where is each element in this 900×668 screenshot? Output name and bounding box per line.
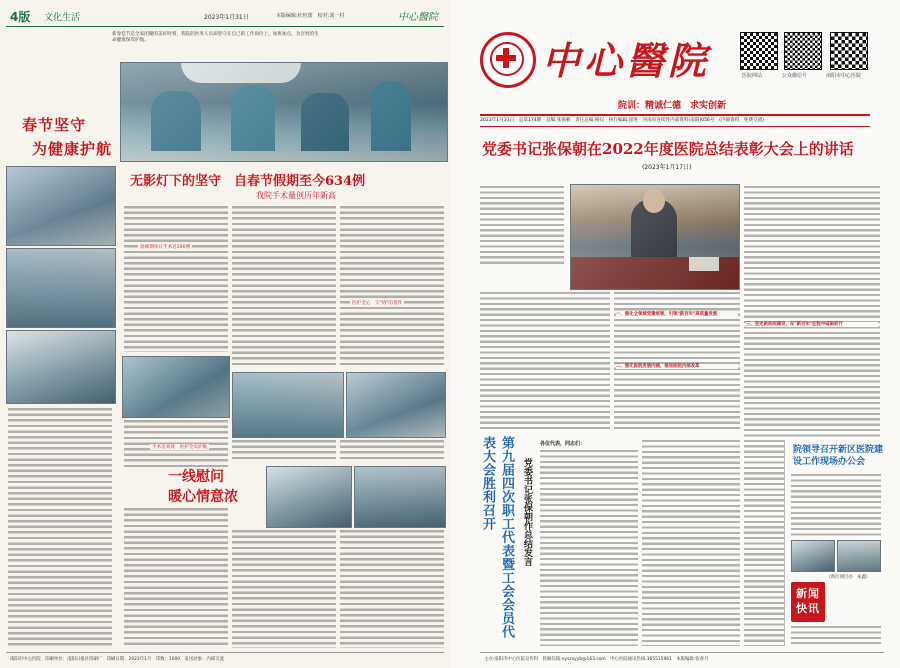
surgery-photo-main	[120, 62, 448, 162]
article1-subtitle: 我院手术量创历年新高	[256, 191, 336, 200]
visit-photo-1	[266, 466, 352, 528]
left-header	[6, 6, 444, 27]
left-footer-text: 南阳市中心医院 印刷单位：南阳日报社印刷厂 印刷日期：2023年1月 印数：1000 发送对象：内部交流	[10, 657, 224, 662]
news-box	[784, 440, 885, 646]
speech-sub2: 二、强化医院发展内涵，推进医院内部改革	[616, 364, 738, 369]
headline: 党委书记张保朝在2022年度医院总结表彰大会上的讲话	[482, 140, 854, 158]
speech-photo	[570, 184, 740, 290]
masthead-rule	[480, 114, 870, 116]
ward-photo-1	[6, 166, 116, 246]
section-name: 文化生活	[44, 13, 81, 23]
qr-label-wechat: 公众微信号	[782, 73, 808, 79]
feature-title-line1: 春节坚守	[22, 116, 87, 134]
motto: 院训：精诚仁德 求实创新	[618, 101, 727, 111]
surgery-photo-4	[346, 372, 446, 438]
issue-date: 2023年1月31日	[204, 14, 249, 21]
right-page	[450, 0, 900, 668]
right-footer-text: 主办:南阳市中心医院宣传科 投稿信箱:nyszxyyb@163.com 中心医院通讯热线:365515961 本版编辑:张春月	[484, 657, 709, 662]
ward-photo-3	[6, 330, 116, 404]
masthead-title: 中心醫院	[542, 38, 711, 83]
news-photo-2	[837, 540, 881, 572]
article1-col2-lower	[232, 440, 336, 460]
article1-sub3: 手术室高效 医护全员护航	[152, 445, 208, 450]
article2-title-line1: 一线慰问	[168, 469, 224, 485]
speech-col-lower1	[540, 450, 638, 646]
brand-script: 中心醫院	[398, 12, 438, 23]
vertical-title-congress: 第九届四次职工代表暨工会会员代表大会胜利召开	[480, 436, 514, 639]
qr-code-website	[740, 32, 778, 70]
page-number: 4版	[10, 10, 31, 24]
left-column-text	[8, 408, 112, 648]
article1-sub1: 高峰期单日手术近200例	[140, 245, 191, 250]
qr-code-hospital	[830, 32, 868, 70]
article2-col3	[340, 530, 444, 648]
vertical-title-summary: 党委书记张保朝作总结发言	[522, 458, 532, 566]
article1-title: 无影灯下的坚守 自春节假期至今634例	[130, 174, 366, 189]
flash-badge	[791, 582, 825, 622]
article1-col3	[340, 206, 444, 366]
intro-text: 新春佳节是全家团聚的美好时刻，我院的医务人员却坚守在自己的工作岗位上，加班加点，为百姓的生命健康保驾护航。	[112, 32, 319, 44]
surgery-photo-3	[232, 372, 344, 438]
feature-title-line2: 为健康护航	[32, 140, 113, 158]
editor-credit: 本版编辑:杜恒蕾 校对:刘一村	[276, 13, 345, 19]
article1-col1	[124, 206, 228, 352]
speech-greeting: 各位代表，同志们：	[540, 441, 586, 447]
surgery-photo-2	[122, 356, 230, 418]
article1-col3-lower	[340, 440, 444, 460]
speech-col-lower2	[642, 440, 740, 646]
ward-photo-2	[6, 248, 116, 328]
news-text	[791, 474, 881, 536]
news-title: 院领导召开新区医院建设工作现场办公会	[793, 445, 884, 467]
news-photo-1	[791, 540, 835, 572]
qr-code-wechat	[784, 32, 822, 70]
qr-label-hospital: 南阳市中心医院	[826, 73, 862, 79]
masthead-rule-bottom	[480, 126, 870, 127]
news-caption: (新区项目办 朱鑫)	[829, 575, 868, 580]
flash-text	[791, 626, 881, 644]
speech-sub3: 三、坚定新医院建设，在"新百年"征程中砥砺前行	[746, 322, 878, 327]
article2-col1	[124, 508, 228, 648]
flash-title: 新闻快讯	[796, 587, 820, 615]
article2-title-line2: 暖心情意浓	[168, 489, 238, 505]
masthead-info: 2023年1月31日 总第174期 总编:张保朝 责任总编:杨仅 执行编辑:徐进 河南省连续性内部资料(南阳)056号 (内部资料 免费交流)	[480, 118, 765, 123]
left-footer	[6, 652, 444, 665]
speech-col2	[480, 292, 610, 432]
speech-col1	[480, 186, 564, 266]
hospital-logo-emblem	[480, 32, 536, 88]
article1-col2	[232, 206, 336, 366]
speech-sub1: 一、强化全领域党建统领，引领"新百年"高质量发展	[616, 312, 738, 317]
article1-sub2: 医护全心 天"协"的善作	[352, 301, 403, 306]
feature-title-block	[6, 92, 120, 160]
headline-date: (2023年1月17日)	[642, 164, 692, 171]
article2-col2	[232, 530, 336, 648]
visit-photo-2	[354, 466, 446, 528]
right-footer	[480, 652, 884, 665]
qr-label-website: 医院网站	[742, 73, 763, 79]
